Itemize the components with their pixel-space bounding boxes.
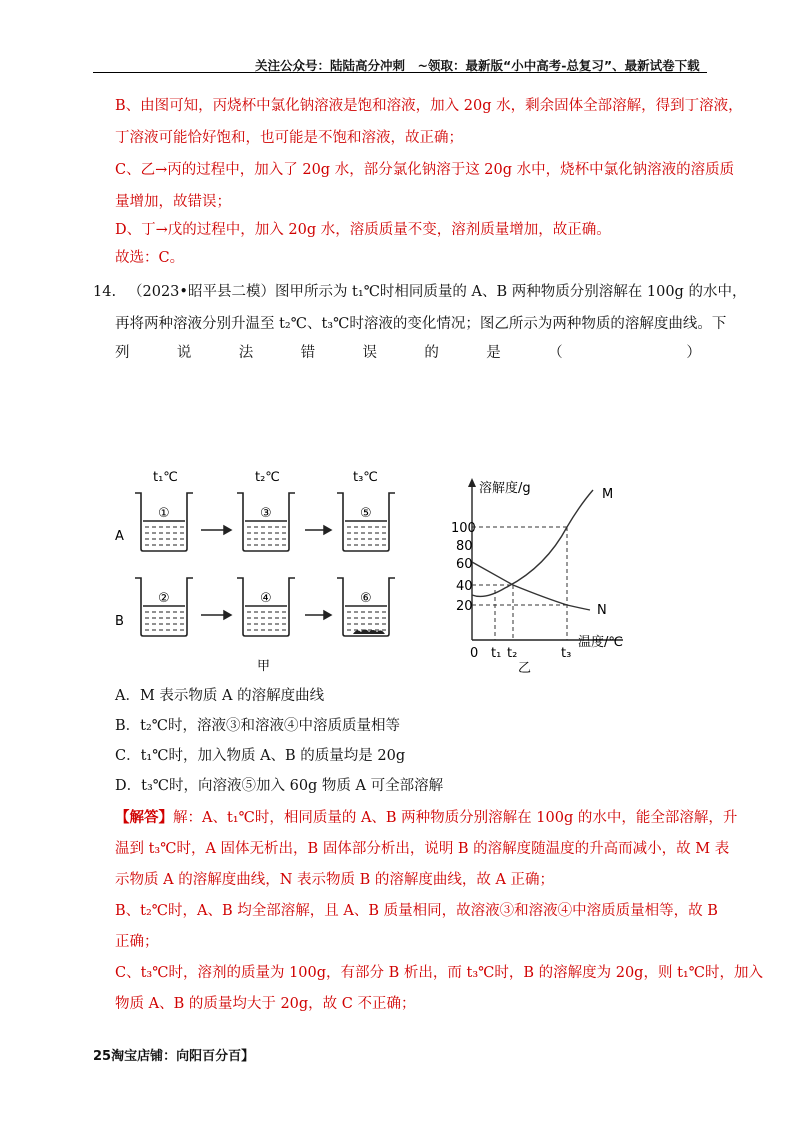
option-c: C．t₁℃时，加入物质 A、B 的质量均是 20g bbox=[115, 748, 406, 764]
curve-label-m: M bbox=[602, 487, 614, 502]
y-tick: 80 bbox=[456, 539, 473, 554]
beaker-label-4: ④ bbox=[260, 591, 272, 606]
prev-answer-line: B、由图可知，丙烧杯中氯化钠溶液是饱和溶液，加入 20g 水，剩余固体全部溶解，得到丁溶液， bbox=[115, 98, 743, 114]
prev-answer-line: 故选：C。 bbox=[115, 250, 185, 266]
question-char: 误 bbox=[362, 345, 377, 361]
temp-label-t3: t₃℃ bbox=[353, 470, 378, 485]
y-tick: 40 bbox=[456, 579, 473, 594]
x-axis-label: 温度/℃ bbox=[578, 635, 623, 650]
caption-yi: 乙 bbox=[518, 661, 532, 675]
answer-line: 物质 A、B 的质量均大于 20g，故 C 不正确； bbox=[115, 996, 416, 1012]
solubility-graph bbox=[451, 478, 623, 661]
curve-label-n: N bbox=[597, 603, 607, 618]
beaker-1 bbox=[135, 493, 193, 551]
curve-n bbox=[472, 562, 590, 610]
question-char: 列 bbox=[115, 345, 130, 361]
beaker-3 bbox=[237, 493, 295, 551]
beaker-label-5: ⑤ bbox=[360, 506, 372, 521]
beaker-label-3: ③ bbox=[260, 506, 272, 521]
header-rule bbox=[93, 72, 707, 73]
page-footer: 25淘宝店铺：向阳百分百】 bbox=[93, 1049, 255, 1064]
option-a: A．M 表示物质 A 的溶解度曲线 bbox=[115, 688, 325, 704]
prev-answer-line: 丁溶液可能恰好饱和，也可能是不饱和溶液，故正确； bbox=[115, 130, 463, 146]
beaker-2 bbox=[135, 578, 193, 636]
beaker-5 bbox=[337, 493, 395, 551]
prev-answer-line: C、乙→丙的过程中，加入了 20g 水，部分氯化钠溶于这 20g 水中，烧杯中氯化钠溶液的溶质质 bbox=[115, 162, 735, 178]
question-line-1: （2023•昭平县二模）图甲所示为 t₁℃时相同质量的 A、B 两种物质分别溶解在 100g 的水中， bbox=[128, 284, 747, 300]
y-tick: 20 bbox=[456, 599, 473, 614]
answer-line: 示物质 A 的溶解度曲线，N 表示物质 B 的溶解度曲线，故 A 正确； bbox=[115, 872, 555, 888]
row-label-a: A bbox=[115, 529, 124, 544]
answer-line: C、t₃℃时，溶剂的质量为 100g，有部分 B 析出，而 t₃℃时，B 的溶解度为 20g，则 t₁℃时，加入 bbox=[115, 965, 763, 981]
question-char: 是 bbox=[486, 345, 501, 361]
prev-answer-line: 量增加，故错误； bbox=[115, 194, 231, 210]
row-label-b: B bbox=[115, 614, 124, 629]
answer-heading: 【解答】 bbox=[115, 809, 173, 826]
option-d: D．t₃℃时，向溶液⑤加入 60g 物质 A 可全部溶解 bbox=[115, 778, 444, 794]
beaker-label-6: ⑥ bbox=[360, 591, 372, 606]
question-char: 说 bbox=[176, 345, 192, 361]
y-tick: 60 bbox=[456, 557, 473, 572]
answer-text: 解：A、t₁℃时，相同质量的 A、B 两种物质分别溶解在 100g 的水中，能全部溶解，升 bbox=[173, 810, 738, 826]
answer-line: 正确； bbox=[115, 934, 159, 950]
answer-blank bbox=[610, 343, 639, 363]
beaker-label-1: ① bbox=[158, 506, 170, 521]
question-paren-open: （ bbox=[548, 345, 563, 361]
option-b: B．t₂℃时，溶液③和溶液④中溶质质量相等 bbox=[115, 718, 401, 734]
question-number: 14. bbox=[93, 284, 117, 300]
beaker-6 bbox=[337, 578, 395, 636]
x-tick: t₃ bbox=[561, 646, 572, 661]
question-line-3 bbox=[115, 343, 701, 363]
question-line-2: 再将两种溶液分别升温至 t₂℃、t₃℃时溶液的变化情况；图乙所示为两种物质的溶解度曲线。下 bbox=[115, 316, 727, 332]
caption-jia: 甲 bbox=[257, 659, 271, 674]
beaker-4 bbox=[237, 578, 295, 636]
answer-line: B、t₂℃时，A、B 均全部溶解，且 A、B 质量相同，故溶液③和溶液④中溶质质量相等，故 B bbox=[115, 903, 718, 919]
x-tick: 0 bbox=[470, 646, 479, 661]
y-tick: 100 bbox=[451, 521, 476, 536]
x-tick: t₂ bbox=[507, 646, 518, 661]
answer-line-1 bbox=[115, 808, 737, 828]
question-char: 错 bbox=[300, 345, 316, 361]
question-char: 法 bbox=[238, 345, 254, 361]
answer-line: 温到 t₃℃时，A 固体无析出，B 固体部分析出，说明 B 的溶解度随温度的升高而减小，故 M 表 bbox=[115, 841, 730, 857]
question-figure bbox=[105, 460, 650, 675]
beaker-label-2: ② bbox=[158, 591, 170, 606]
question-paren-close: ） bbox=[686, 345, 701, 361]
temp-label-t1: t₁℃ bbox=[153, 470, 178, 485]
temp-label-t2: t₂℃ bbox=[255, 470, 280, 485]
x-tick: t₁ bbox=[491, 646, 502, 661]
curve-m bbox=[472, 490, 593, 596]
question-char: 的 bbox=[424, 345, 439, 361]
page-header: 关注公众号：陆陆高分冲刺 ~领取：最新版“小中高考-总复习”、最新试卷下载 bbox=[255, 58, 700, 73]
prev-answer-line: D、丁→戊的过程中，加入 20g 水，溶质质量不变，溶剂质量增加，故正确。 bbox=[115, 222, 611, 238]
y-axis-label: 溶解度/g bbox=[479, 481, 531, 496]
